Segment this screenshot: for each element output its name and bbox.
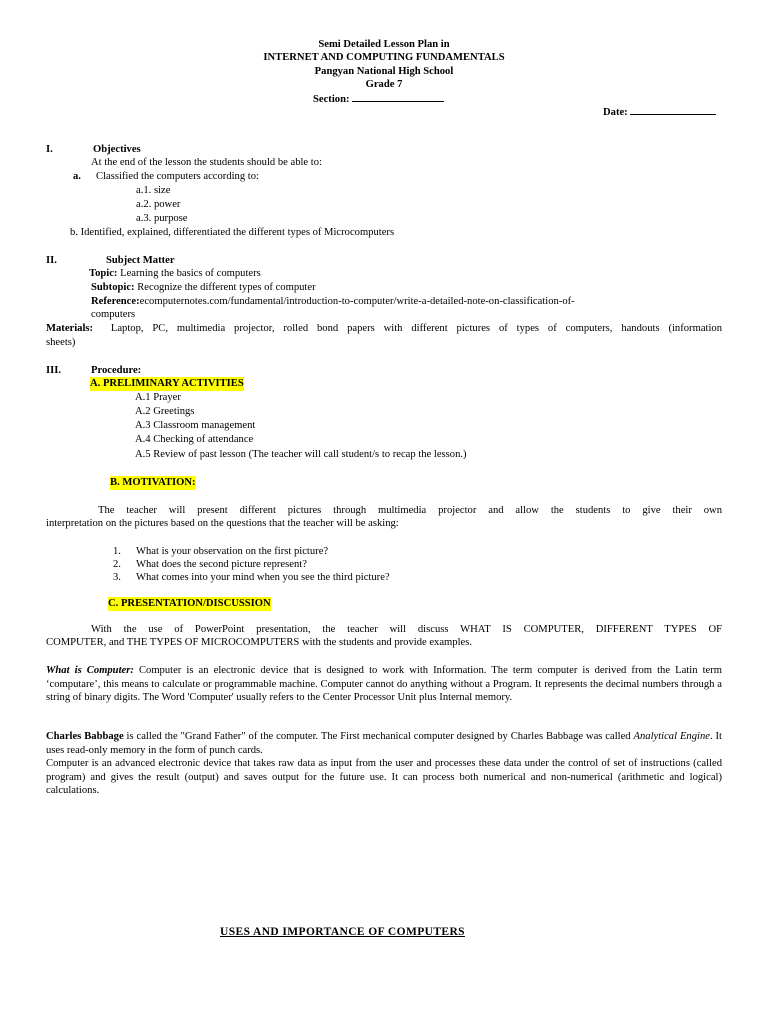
header-line-1: Semi Detailed Lesson Plan in — [318, 39, 450, 50]
charles-babbage-paragraph — [46, 730, 722, 757]
question-number: 3. — [113, 572, 121, 583]
preliminary-activity-item: A.4 Checking of attendance — [135, 434, 254, 445]
topic-label: Topic: — [89, 268, 118, 279]
what-is-computer-text: Computer is an electronic device that is designed to work with Information. The term computer is derived from the Latin term ‘computare’, this means to calculate or programmable machine. Computer cannot do anything without a Program. It represents the decimal numbers through a string of binary digits. The Word 'Computer' usually refers to the Center Processor Unit plus Internal memory. — [46, 665, 722, 703]
objective-a-item: a.1. size — [136, 185, 171, 196]
reference-label: Reference: — [91, 296, 140, 307]
what-is-computer-paragraph — [46, 664, 722, 705]
question-text: What does the second picture represent? — [136, 559, 307, 570]
advanced-device-paragraph: Computer is an advanced electronic device that takes raw data as input from the user and processes these data under the control of set of instructions (called program) and gives the result (output) and saves output for the future use. It can process both numerical and non-numerical (arithmetic and logical) calculations. — [46, 758, 722, 796]
motivation-paragraph-line-2: interpretation on the pictures based on the questions that the teacher will be asking: — [46, 518, 399, 529]
question-number: 2. — [113, 559, 121, 570]
subtopic-line — [91, 281, 316, 295]
question-text: What is your observation on the first picture? — [136, 546, 329, 557]
section-field — [313, 91, 444, 107]
objective-a-label: a. — [73, 171, 81, 182]
objectives-numeral: I. — [46, 144, 53, 155]
topic-line — [89, 267, 261, 281]
materials-text-continued: sheets) — [46, 337, 76, 348]
objectives-heading: Objectives — [93, 144, 141, 155]
header-course-title: INTERNET AND COMPUTING FUNDAMENTALS — [263, 52, 505, 63]
subject-numeral: II. — [46, 255, 57, 266]
preliminary-activities-heading: A. PRELIMINARY ACTIVITIES — [90, 378, 244, 389]
objective-a-text: Classified the computers according to: — [96, 171, 259, 182]
objective-a-item: a.3. purpose — [136, 213, 188, 224]
date-field — [603, 104, 716, 120]
topic-text: Learning the basics of computers — [120, 268, 261, 279]
charles-babbage-text: is called the "Grand Father" of the computer. The First mechanical computer designed by Charles Babbage was called — [123, 731, 634, 742]
preliminary-activity-item: A.3 Classroom management — [135, 420, 256, 431]
analytical-engine-term: Analytical Engine — [633, 731, 710, 742]
motivation-heading: B. MOTIVATION: — [110, 477, 196, 488]
subject-heading: Subject Matter — [106, 255, 175, 266]
presentation-heading: C. PRESENTATION/DISCUSSION — [108, 598, 271, 609]
reference-line — [91, 295, 575, 309]
presentation-paragraph-line-1: With the use of PowerPoint presentation, the teacher will discuss WHAT IS COMPUTER, DIFFERENT TYPES OF — [91, 624, 722, 635]
preliminary-activity-item: A.5 Review of past lesson (The teacher will call student/s to recap the lesson.) — [135, 449, 467, 460]
reference-text: ecomputernotes.com/fundamental/introduction-to-computer/write-a-detailed-note-on-classification-of- — [139, 296, 575, 307]
materials-line — [46, 322, 722, 336]
reference-text-continued: computers — [91, 309, 136, 320]
motivation-paragraph-line-1: The teacher will present different pictures through multimedia projector and allow the students to give their own — [98, 505, 722, 516]
question-number: 1. — [113, 546, 121, 557]
subtopic-text: Recognize the different types of computer — [137, 282, 316, 293]
question-text: What comes into your mind when you see the third picture? — [136, 572, 390, 583]
materials-text: Laptop, PC, multimedia projector, rolled bond papers with different pictures of types of computers, handouts (information — [110, 323, 723, 334]
header-school: Pangyan National High School — [314, 66, 454, 77]
section-label: Section: — [313, 94, 350, 105]
uses-heading: USES AND IMPORTANCE OF COMPUTERS — [220, 926, 465, 938]
date-blank — [630, 104, 716, 115]
procedure-numeral: III. — [46, 365, 62, 376]
header-grade: Grade 7 — [365, 79, 403, 90]
subtopic-label: Subtopic: — [91, 282, 135, 293]
section-blank — [352, 91, 444, 102]
charles-babbage-text-end: . It uses read-only memory in the form of punch cards. — [46, 731, 722, 756]
objective-a-item: a.2. power — [136, 199, 181, 210]
charles-babbage-label: Charles Babbage — [46, 731, 124, 742]
procedure-heading: Procedure: — [91, 365, 142, 376]
objective-b-text: b. Identified, explained, differentiated the different types of Microcomputers — [70, 227, 395, 238]
what-is-computer-label: What is Computer: — [46, 665, 134, 676]
presentation-paragraph-line-2: COMPUTER, and THE TYPES OF MICROCOMPUTERS with the students and provide examples. — [46, 637, 473, 648]
preliminary-activity-item: A.2 Greetings — [135, 406, 195, 417]
date-label: Date: — [603, 107, 628, 118]
preliminary-activity-item: A.1 Prayer — [135, 392, 181, 403]
materials-label: Materials: — [46, 323, 94, 334]
objectives-intro: At the end of the lesson the students should be able to: — [91, 157, 322, 168]
